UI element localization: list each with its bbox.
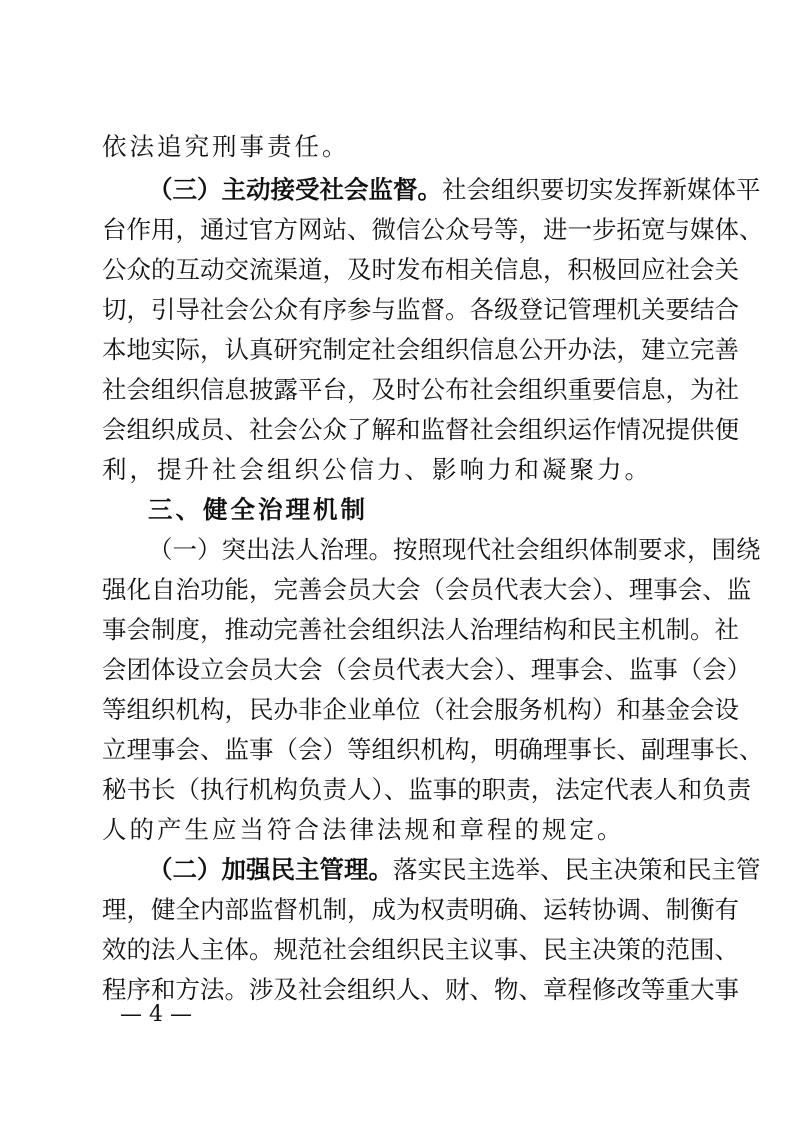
text-line: 会组织成员、社会公众了解和监督社会组织运作情况提供便 (102, 415, 739, 444)
text-line: 效的法人主体。规范社会组织民主议事、民主决策的范围、 (102, 935, 739, 964)
text-line: 会团体设立会员大会（会员代表大会）、理事会、监事（会） (102, 655, 752, 684)
text-line: （三）主动接受社会监督。社会组织要切实发挥新媒体平 (148, 175, 761, 204)
text-line: 社会组织信息披露平台，及时公布社会组织重要信息，为社 (102, 375, 739, 404)
section-lead: （二）加强民主管理。 (148, 855, 393, 884)
text-line: 利，提升社会组织公信力、影响力和凝聚力。 (102, 455, 652, 484)
text-line: 切，引导社会公众有序参与监督。各级登记管理机关要结合 (102, 295, 739, 324)
section-heading: 三、健全治理机制 (148, 495, 368, 524)
text-line: 强化自治功能，完善会员大会（会员代表大会）、理事会、监 (102, 575, 752, 604)
text-line: 秘书长（执行机构负责人）、监事的职责，法定代表人和负责 (102, 775, 752, 804)
text-line: 本地实际，认真研究制定社会组织信息公开办法，建立完善 (102, 335, 739, 364)
text-line: 公众的互动交流渠道，及时发布相关信息，积极回应社会关 (102, 255, 739, 284)
text-line: （二）加强民主管理。落实民主选举、民主决策和民主管 (148, 855, 761, 884)
page-number: — 4 — (120, 1002, 192, 1027)
text-line: 立理事会、监事（会）等组织机构，明确理事长、副理事长、 (102, 735, 764, 764)
text-line: 程序和方法。涉及社会组织人、财、物、章程修改等重大事 (102, 975, 739, 1004)
text-line: 理，健全内部监督机制，成为权责明确、运转协调、制衡有 (102, 895, 739, 924)
text-line: 人的产生应当符合法律法规和章程的规定。 (102, 815, 625, 844)
text-line: （一）突出法人治理。按照现代社会组织体制要求，围绕 (148, 535, 761, 564)
text-line: 等组织机构，民办非企业单位（社会服务机构）和基金会设 (102, 695, 739, 724)
text-line: 台作用，通过官方网站、微信公众号等，进一步拓宽与媒体、 (102, 215, 764, 244)
text-line: 事会制度，推动完善社会组织法人治理结构和民主机制。社 (102, 615, 739, 644)
text-line: 依法追究刑事责任。 (102, 132, 350, 161)
section-lead: （三）主动接受社会监督。 (148, 175, 442, 204)
